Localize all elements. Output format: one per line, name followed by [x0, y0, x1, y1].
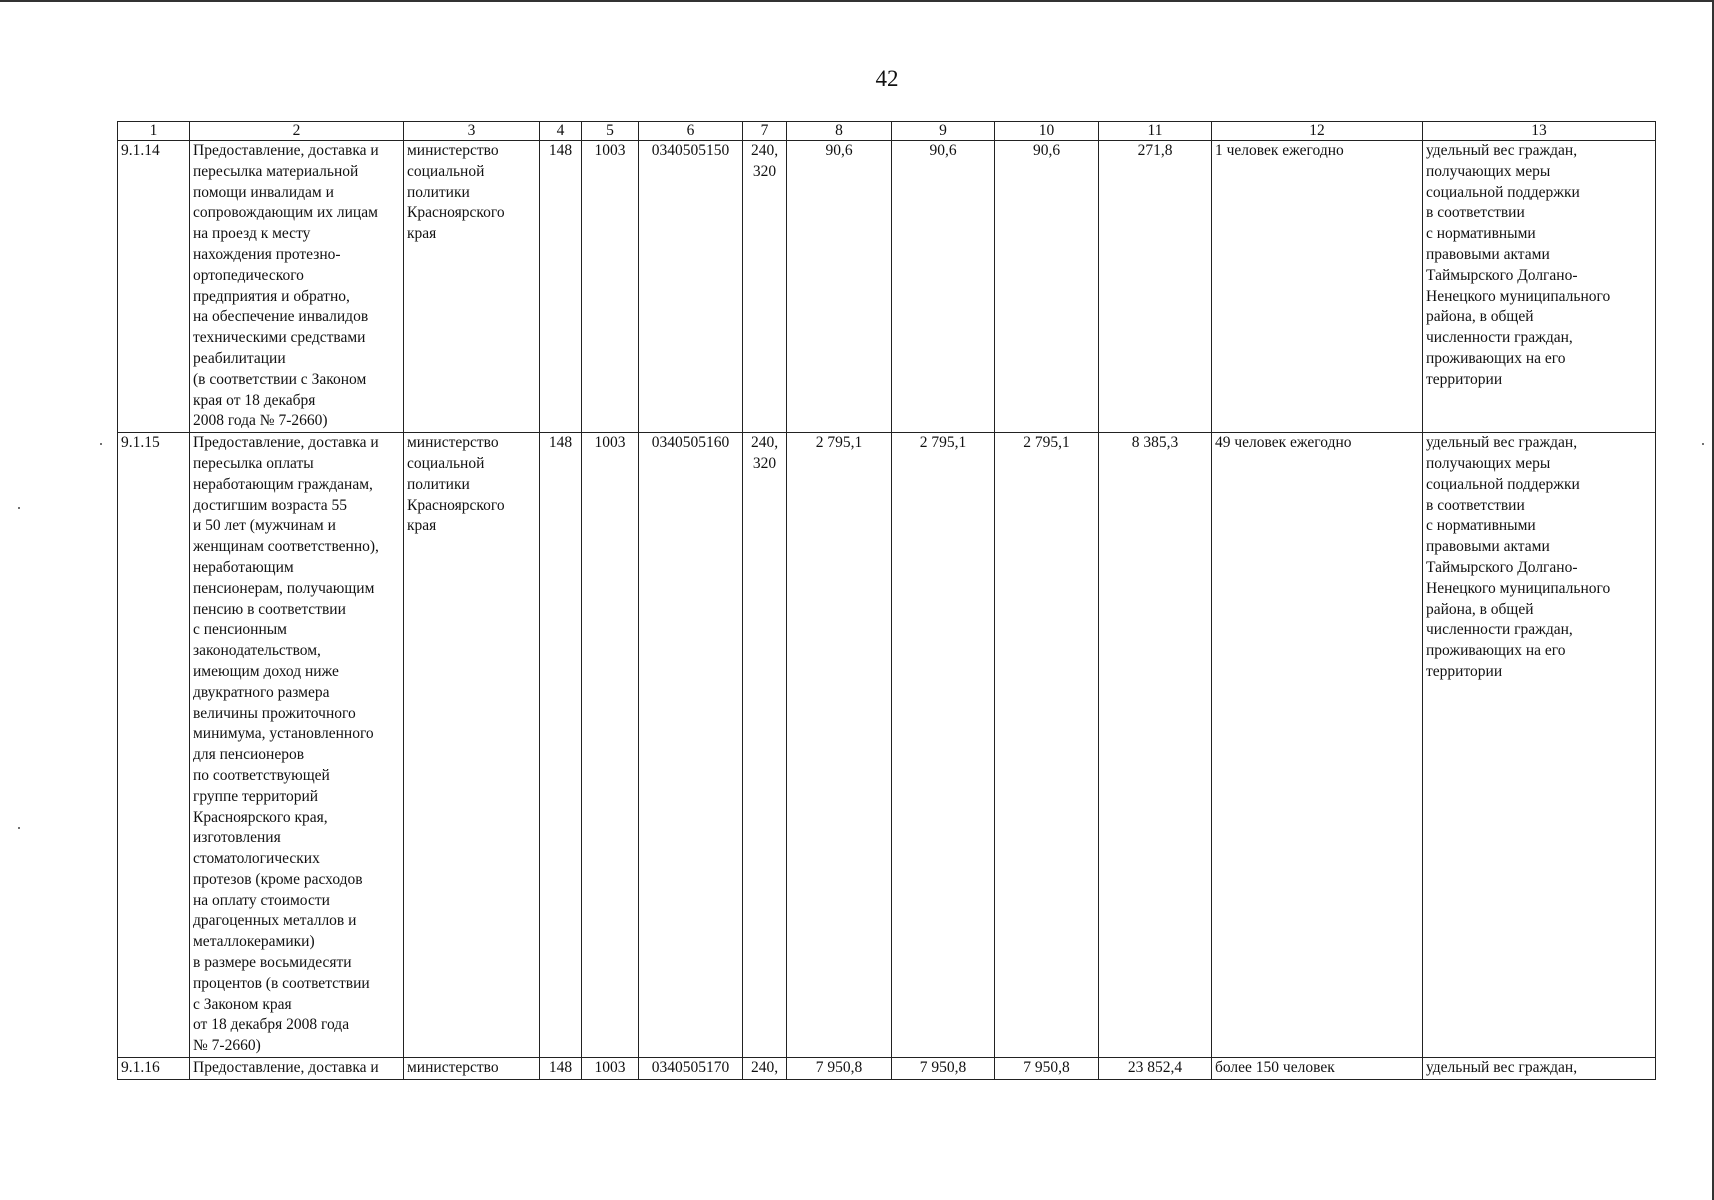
row-number: 9.1.14 [118, 141, 190, 433]
col-header-10: 10 [995, 122, 1099, 141]
cell-col-6: 0340505160 [639, 433, 743, 1058]
cell-col-9: 2 795,1 [892, 433, 995, 1058]
col-header-9: 9 [892, 122, 995, 141]
cell-col-10: 2 795,1 [995, 433, 1099, 1058]
cell-col-8: 7 950,8 [787, 1058, 892, 1080]
col-header-2: 2 [190, 122, 404, 141]
col-header-7: 7 [743, 122, 787, 141]
col-header-6: 6 [639, 122, 743, 141]
cell-col-5: 1003 [582, 141, 639, 433]
page-number: 42 [875, 66, 899, 91]
cell-col-9: 7 950,8 [892, 1058, 995, 1080]
cell-col-13: удельный вес граждан, получающих меры социальной поддержки в соответствии с нормативными правовыми актами Таймырского Долгано- Ненецкого муниципального района, в общей численности граждан, проживающих на его территории [1423, 433, 1656, 1058]
measure-description: Предоставление, доставка и пересылка оплаты неработающим гражданам, достигшим возраста 55 и 50 лет (мужчинам и женщинам соответственно), неработающим пенсионерам, получающим пенсию в соответствии с пенсионным законодательством, имеющим доход ниже двукратного размера величины прожиточного минимума, установленного для пенсионеров по соответствующей группе территорий Красноярского края, изготовления стоматологических протезов (кроме расходов на оплату стоимости драгоценных металлов и металлокерамики) в размере восьмидесяти процентов (в соответствии с Законом края от 18 декабря 2008 года № 7-2660) [190, 433, 404, 1058]
col-header-8: 8 [787, 122, 892, 141]
cell-col-7: 240, [743, 1058, 787, 1080]
cell-col-8: 2 795,1 [787, 433, 892, 1058]
measure-description: Предоставление, доставка и [190, 1058, 404, 1080]
cell-col-11: 271,8 [1099, 141, 1212, 433]
responsible-organization: министерство социальной политики Красноярского края [404, 141, 540, 433]
responsible-organization: министерство социальной политики Красноярского края [404, 433, 540, 1058]
scan-speck [1702, 443, 1704, 445]
measure-description: Предоставление, доставка и пересылка материальной помощи инвалидам и сопровождающим их лицам на проезд к месту нахождения протезно- ортопедического предприятия и обратно, на обеспечение инвалидов техническими средствами реабилитации (в соответствии с Законом края от 18 декабря 2008 года № 7-2660) [190, 141, 404, 433]
col-header-3: 3 [404, 122, 540, 141]
cell-col-4: 148 [540, 433, 582, 1058]
table-row [118, 1058, 1656, 1080]
cell-col-12: более 150 человек [1212, 1058, 1423, 1080]
col-header-11: 11 [1099, 122, 1212, 141]
scan-speck [18, 827, 20, 829]
cell-col-12: 1 человек ежегодно [1212, 141, 1423, 433]
top-edge-line [0, 0, 1714, 2]
col-header-1: 1 [118, 122, 190, 141]
row-number: 9.1.15 [118, 433, 190, 1058]
responsible-organization: министерство [404, 1058, 540, 1080]
cell-col-13: удельный вес граждан, [1423, 1058, 1656, 1080]
col-header-13: 13 [1423, 122, 1656, 141]
col-header-12: 12 [1212, 122, 1423, 141]
cell-col-7: 240, 320 [743, 141, 787, 433]
cell-col-13: удельный вес граждан, получающих меры социальной поддержки в соответствии с нормативными правовыми актами Таймырского Долгано- Ненецкого муниципального района, в общей численности граждан, проживающих на его территории [1423, 141, 1656, 433]
scan-speck [100, 443, 102, 445]
table-row [118, 141, 1656, 433]
col-header-5: 5 [582, 122, 639, 141]
row-number: 9.1.16 [118, 1058, 190, 1080]
cell-col-9: 90,6 [892, 141, 995, 433]
table-row [118, 433, 1656, 1058]
cell-col-8: 90,6 [787, 141, 892, 433]
cell-col-10: 7 950,8 [995, 1058, 1099, 1080]
cell-col-11: 23 852,4 [1099, 1058, 1212, 1080]
cell-col-10: 90,6 [995, 141, 1099, 433]
cell-col-4: 148 [540, 141, 582, 433]
cell-col-5: 1003 [582, 433, 639, 1058]
cell-col-11: 8 385,3 [1099, 433, 1212, 1058]
col-header-4: 4 [540, 122, 582, 141]
cell-col-6: 0340505150 [639, 141, 743, 433]
scan-speck [18, 507, 20, 509]
cell-col-12: 49 человек ежегодно [1212, 433, 1423, 1058]
cell-col-5: 1003 [582, 1058, 639, 1080]
header-row [118, 122, 1656, 141]
budget-table [117, 121, 1656, 1080]
cell-col-7: 240, 320 [743, 433, 787, 1058]
cell-col-6: 0340505170 [639, 1058, 743, 1080]
cell-col-4: 148 [540, 1058, 582, 1080]
